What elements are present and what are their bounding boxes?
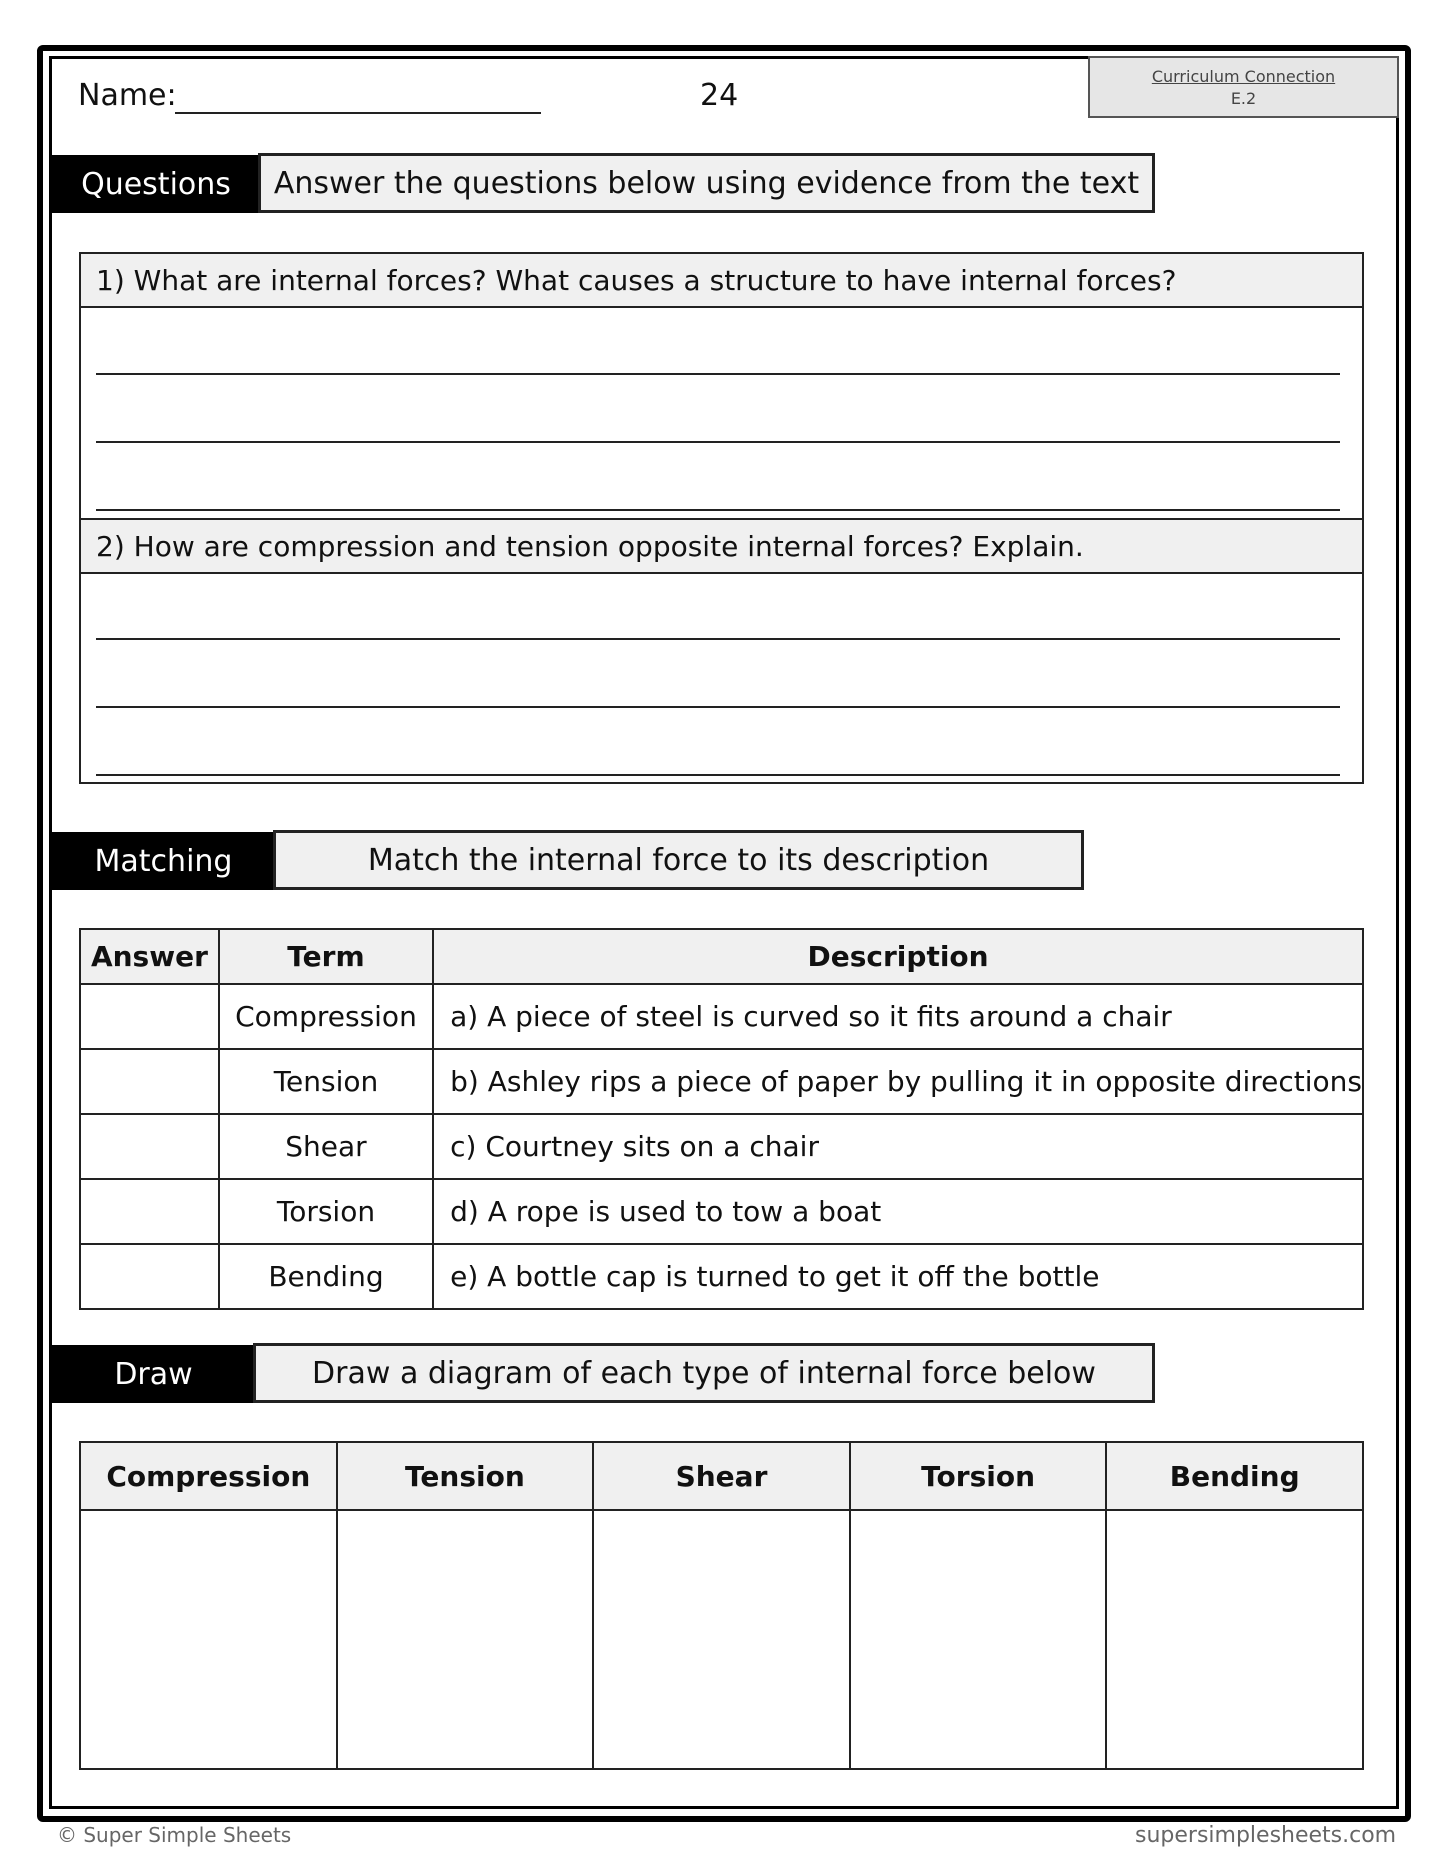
page-number: 24 (700, 78, 739, 113)
description-cell: a) A piece of steel is curved so it fits around a chair (433, 984, 1363, 1049)
answer-cell[interactable] (80, 1244, 219, 1309)
column-header-term: Term (219, 929, 433, 984)
draw-header-tension: Tension (337, 1442, 594, 1510)
questions-tab: Questions (52, 155, 260, 213)
answer-cell[interactable] (80, 1114, 219, 1179)
matching-tab: Matching (52, 832, 275, 890)
table-header-row (80, 929, 1363, 984)
description-cell: b) Ashley rips a piece of paper by pulling it in opposite directions (433, 1049, 1363, 1114)
matching-table (79, 928, 1364, 1310)
questions-instruction: Answer the questions below using evidence from the text (258, 153, 1155, 213)
footer-copyright: © Super Simple Sheets (57, 1823, 292, 1847)
curriculum-connection-title: Curriculum Connection (1151, 67, 1336, 86)
draw-header-compression: Compression (80, 1442, 337, 1510)
table-row (80, 1179, 1363, 1244)
draw-table (79, 1441, 1364, 1770)
column-header-description: Description (433, 929, 1363, 984)
description-cell: d) A rope is used to tow a boat (433, 1179, 1363, 1244)
drawing-area-shear[interactable] (593, 1510, 850, 1769)
description-cell: e) A bottle cap is turned to get it off the bottle (433, 1244, 1363, 1309)
draw-header-bending: Bending (1106, 1442, 1363, 1510)
drawing-area-torsion[interactable] (850, 1510, 1107, 1769)
matching-instruction: Match the internal force to its description (273, 830, 1084, 890)
drawing-area-bending[interactable] (1106, 1510, 1363, 1769)
drawing-row (80, 1510, 1363, 1769)
term-cell: Shear (219, 1114, 433, 1179)
table-row (80, 1244, 1363, 1309)
name-label: Name: (78, 78, 177, 113)
answer-line[interactable] (96, 373, 1340, 375)
description-cell: c) Courtney sits on a chair (433, 1114, 1363, 1179)
footer-website: supersimplesheets.com (1135, 1823, 1397, 1848)
draw-instruction: Draw a diagram of each type of internal force below (253, 1343, 1155, 1403)
question-1: 1) What are internal forces? What causes a structure to have internal forces? (81, 254, 1362, 308)
answer-line[interactable] (96, 774, 1340, 776)
answer-line[interactable] (96, 441, 1340, 443)
term-cell: Tension (219, 1049, 433, 1114)
table-row (80, 1049, 1363, 1114)
table-row (80, 1114, 1363, 1179)
term-cell: Compression (219, 984, 433, 1049)
term-cell: Bending (219, 1244, 433, 1309)
table-row (80, 984, 1363, 1049)
draw-header-torsion: Torsion (850, 1442, 1107, 1510)
answer-line[interactable] (96, 509, 1340, 511)
answer-line[interactable] (96, 706, 1340, 708)
answer-cell[interactable] (80, 1049, 219, 1114)
name-field[interactable] (175, 78, 541, 114)
answer-cell[interactable] (80, 1179, 219, 1244)
question-2: 2) How are compression and tension opposite internal forces? Explain. (81, 520, 1362, 574)
curriculum-connection-box (1088, 56, 1399, 118)
drawing-area-tension[interactable] (337, 1510, 594, 1769)
column-header-answer: Answer (80, 929, 219, 984)
answer-line[interactable] (96, 638, 1340, 640)
answer-cell[interactable] (80, 984, 219, 1049)
curriculum-code: E.2 (1230, 89, 1257, 108)
table-header-row (80, 1442, 1363, 1510)
term-cell: Torsion (219, 1179, 433, 1244)
draw-tab: Draw (52, 1345, 255, 1403)
drawing-area-compression[interactable] (80, 1510, 337, 1769)
draw-header-shear: Shear (593, 1442, 850, 1510)
